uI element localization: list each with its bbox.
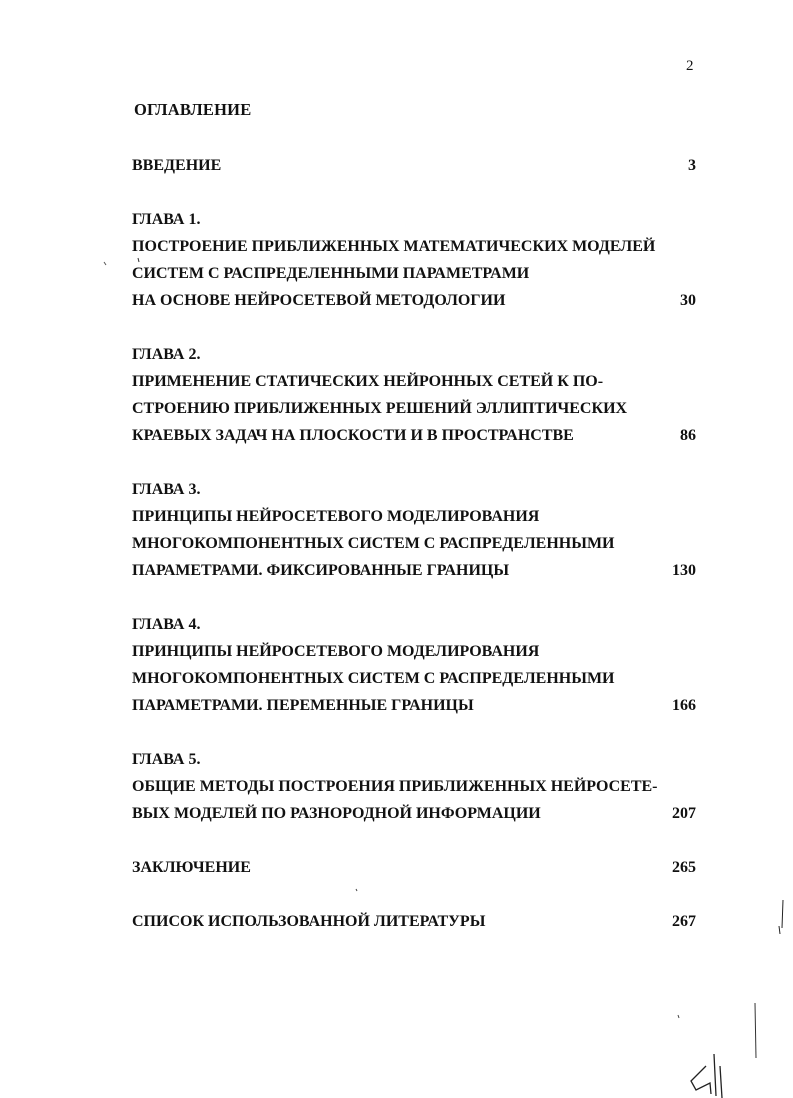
chapter-label: ГЛАВА 1. [132,211,201,228]
chapter-label: ГЛАВА 5. [132,751,201,768]
toc-entry-chapter-2 [132,341,696,449]
toc-entry-title: ВВЕДЕНИЕ [132,157,222,174]
toc-entry-bibliography [132,908,696,935]
margin-mark [779,900,783,934]
toc-entry-chapter-3 [132,476,696,584]
toc-entry-title: ЗАКЛЮЧЕНИЕ [132,859,251,876]
toc-entry-title-line: ПАРАМЕТРАМИ. ФИКСИРОВАННЫЕ ГРАНИЦЫ [132,562,510,579]
toc-entry-page: 207 [672,805,696,822]
toc-entry-title-line: СИСТЕМ С РАСПРЕДЕЛЕННЫМИ ПАРАМЕТРАМИ [132,265,530,282]
chapter-label: ГЛАВА 3. [132,481,201,498]
toc-entry-conclusion [132,854,696,881]
toc-heading: ОГЛАВЛЕНИЕ [134,100,252,119]
toc-entry-title-line: МНОГОКОМПОНЕНТНЫХ СИСТЕМ С РАСПРЕДЕЛЕННЫМИ [132,670,615,687]
toc-entry-page: 30 [680,292,696,309]
stray-mark [104,262,106,265]
toc-entry-title-line: МНОГОКОМПОНЕНТНЫХ СИСТЕМ С РАСПРЕДЕЛЕННЫМИ [132,535,615,552]
toc-entry-chapter-1 [132,206,696,314]
toc-entry-title-line: КРАЕВЫХ ЗАДАЧ НА ПЛОСКОСТИ И В ПРОСТРАНСТВЕ [132,427,574,444]
chapter-label: ГЛАВА 2. [132,346,201,363]
toc-entry-title-line: ПРИНЦИПЫ НЕЙРОСЕТЕВОГО МОДЕЛИРОВАНИЯ [132,643,540,660]
toc-entry-title: СПИСОК ИСПОЛЬЗОВАННОЙ ЛИТЕРАТУРЫ [132,913,486,930]
toc-entry-title-line: НА ОСНОВЕ НЕЙРОСЕТЕВОЙ МЕТОДОЛОГИИ [132,292,506,309]
toc-entry-title-line: ОБЩИЕ МЕТОДЫ ПОСТРОЕНИЯ ПРИБЛИЖЕННЫХ НЕЙРОСЕТЕ- [132,778,658,795]
toc-entry-page: 267 [672,913,696,930]
toc-entry-page: 166 [672,697,696,714]
toc-entry-page: 3 [688,157,696,174]
chapter-label: ГЛАВА 4. [132,616,201,633]
toc-entry-chapter-4 [132,611,696,719]
toc-entry-page: 130 [672,562,696,579]
page-number: 2 [686,58,694,74]
stray-mark [678,1015,679,1018]
margin-mark [755,1003,756,1058]
toc-entry-page: 265 [672,859,696,876]
toc-entry-title-line: ВЫХ МОДЕЛЕЙ ПО РАЗНОРОДНОЙ ИНФОРМАЦИИ [132,805,541,822]
toc-entry-chapter-5 [132,746,696,827]
table-of-contents [132,152,696,962]
toc-entry-page: 86 [680,427,696,444]
toc-entry-title-line: СТРОЕНИЮ ПРИБЛИЖЕННЫХ РЕШЕНИЙ ЭЛЛИПТИЧЕСКИХ [132,400,628,417]
handwritten-signature [691,1054,722,1098]
toc-entry-title-line: ПРИНЦИПЫ НЕЙРОСЕТЕВОГО МОДЕЛИРОВАНИЯ [132,508,540,525]
toc-entry-title-line: ПАРАМЕТРАМИ. ПЕРЕМЕННЫЕ ГРАНИЦЫ [132,697,474,714]
toc-entry-title-line: ПРИМЕНЕНИЕ СТАТИЧЕСКИХ НЕЙРОННЫХ СЕТЕЙ К ПО- [132,373,604,390]
toc-entry-title-line: ПОСТРОЕНИЕ ПРИБЛИЖЕННЫХ МАТЕМАТИЧЕСКИХ МОДЕЛЕЙ [132,238,656,255]
toc-entry-introduction [132,152,696,179]
